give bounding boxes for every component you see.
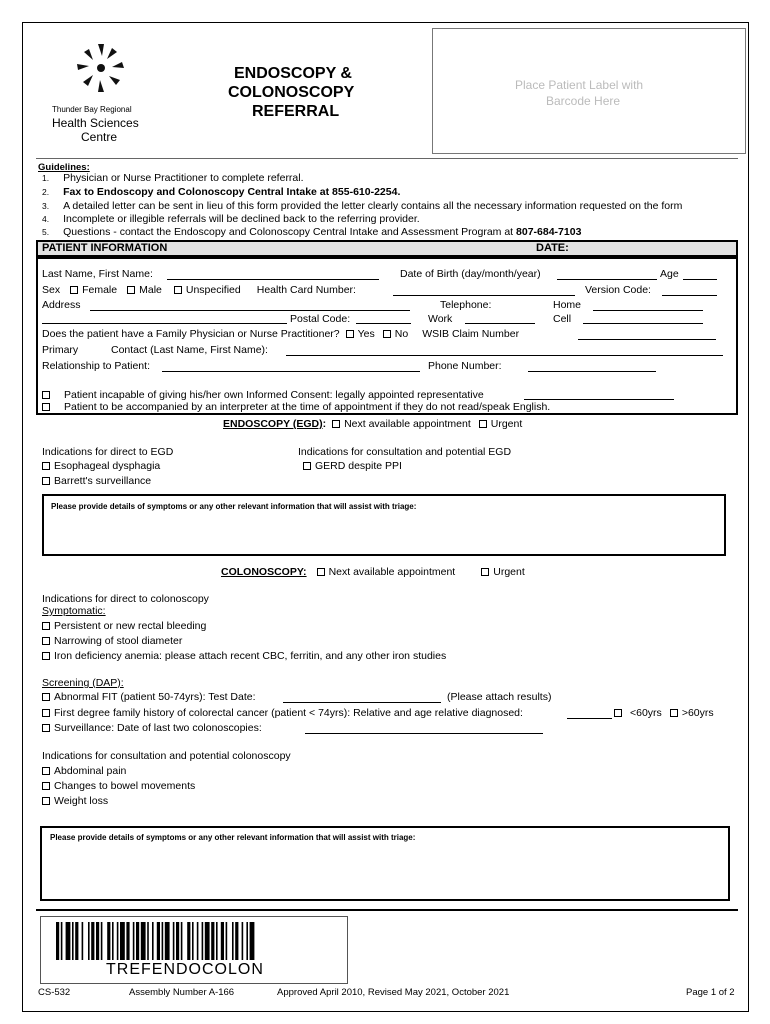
fit-row bbox=[42, 691, 256, 703]
fit-label: Abnormal FIT (patient 50-74yrs): Test Date: bbox=[54, 691, 256, 703]
egd-details-label: Please provide details of symptoms or any other relevant information that will assist with triage: bbox=[51, 502, 417, 511]
header-divider bbox=[36, 158, 738, 159]
org-name-line2: Health Sciences bbox=[52, 116, 139, 130]
egd-title: ENDOSCOPY (EGD) bbox=[223, 418, 323, 430]
abdominal-pain-checkbox[interactable] bbox=[42, 767, 50, 775]
guideline-phone: 807-684-7103 bbox=[516, 226, 582, 238]
surveillance-row bbox=[42, 722, 262, 734]
age-options bbox=[614, 707, 714, 719]
org-name-line1: Thunder Bay Regional bbox=[52, 105, 132, 114]
family-physician-question: Does the patient have a Family Physician or Nurse Practitioner? bbox=[42, 328, 340, 340]
symptomatic-heading: Symptomatic: bbox=[42, 605, 106, 617]
guideline-number: 3. bbox=[42, 201, 50, 211]
interpreter-checkbox[interactable] bbox=[42, 403, 50, 411]
wsib-field[interactable] bbox=[578, 339, 716, 340]
no-label: No bbox=[394, 328, 409, 340]
colon-direct-heading: Indications for direct to colonoscopy bbox=[42, 593, 209, 605]
barretts-checkbox[interactable] bbox=[42, 477, 50, 485]
sex-label: Sex bbox=[42, 284, 61, 296]
colon-next-available-label: Next available appointment bbox=[328, 566, 456, 578]
page-number: Page 1 of 2 bbox=[686, 987, 735, 998]
barcode-text: TREFENDOCOLON bbox=[106, 961, 264, 978]
bowel-changes-label: Changes to bowel movements bbox=[54, 780, 196, 792]
egd-direct-item bbox=[42, 475, 151, 487]
guideline-text: Physician or Nurse Practitioner to complete referral. bbox=[63, 172, 304, 184]
male-checkbox[interactable] bbox=[127, 286, 135, 294]
egd-urgent-checkbox[interactable] bbox=[479, 420, 487, 428]
fit-checkbox[interactable] bbox=[42, 693, 50, 701]
guideline-5 bbox=[42, 226, 581, 238]
guideline-number: 2. bbox=[42, 187, 50, 197]
consent-field[interactable] bbox=[524, 399, 674, 400]
lt60-checkbox[interactable] bbox=[614, 709, 622, 717]
male-label: Male bbox=[139, 284, 162, 296]
female-label: Female bbox=[82, 284, 118, 296]
colon-consult-heading: Indications for consultation and potential colonoscopy bbox=[42, 750, 291, 762]
colon-urgent-checkbox[interactable] bbox=[481, 568, 489, 576]
home-phone-field[interactable] bbox=[593, 310, 703, 311]
cell-phone-field[interactable] bbox=[583, 323, 703, 324]
colon-urgent-label: Urgent bbox=[493, 566, 525, 578]
sex-row bbox=[42, 284, 356, 296]
guideline-text: Questions - contact the Endoscopy and Colonoscopy Central Intake and Assessment Program at bbox=[63, 226, 517, 238]
form-title-line1: ENDOSCOPY & bbox=[234, 65, 352, 82]
unspecified-checkbox[interactable] bbox=[174, 286, 182, 294]
stool-diameter-checkbox[interactable] bbox=[42, 637, 50, 645]
interpreter-label: Patient to be accompanied by an interpreter at the time of appointment if they do not read/speak English. bbox=[64, 401, 551, 413]
address-field[interactable] bbox=[90, 310, 410, 311]
colonoscopy-header bbox=[221, 566, 525, 578]
relationship-label: Relationship to Patient: bbox=[42, 360, 150, 372]
screening-heading: Screening (DAP): bbox=[42, 677, 124, 689]
egd-urgent-label: Urgent bbox=[490, 418, 523, 430]
date-label: DATE: bbox=[536, 242, 569, 254]
work-label: Work bbox=[428, 313, 453, 325]
gerd-checkbox[interactable] bbox=[303, 462, 311, 470]
rectal-bleeding-label: Persistent or new rectal bleeding bbox=[54, 620, 207, 632]
home-label: Home bbox=[553, 299, 582, 311]
egd-direct-heading: Indications for direct to EGD bbox=[42, 446, 174, 458]
guideline-number: 4. bbox=[42, 214, 50, 224]
fit-attach-label: (Please attach results) bbox=[447, 691, 552, 703]
version-code-field[interactable] bbox=[662, 295, 717, 296]
org-name-line3: Centre bbox=[81, 130, 118, 144]
surveillance-checkbox[interactable] bbox=[42, 724, 50, 732]
assembly-number: Assembly Number A-166 bbox=[129, 987, 235, 998]
rectal-bleeding-checkbox[interactable] bbox=[42, 622, 50, 630]
bowel-changes-checkbox[interactable] bbox=[42, 782, 50, 790]
esophageal-dysphagia-checkbox[interactable] bbox=[42, 462, 50, 470]
address-label: Address bbox=[42, 299, 81, 311]
dob-label: Date of Birth (day/month/year) bbox=[400, 268, 541, 280]
stool-diameter-label: Narrowing of stool diameter bbox=[54, 635, 183, 647]
symptomatic-item bbox=[42, 620, 206, 632]
relationship-field[interactable] bbox=[162, 371, 420, 372]
family-history-checkbox[interactable] bbox=[42, 709, 50, 717]
weight-loss-label: Weight loss bbox=[54, 795, 109, 807]
age-field[interactable] bbox=[683, 279, 717, 280]
abdominal-pain-label: Abdominal pain bbox=[54, 765, 127, 777]
guideline-3 bbox=[42, 200, 682, 212]
guideline-1 bbox=[42, 172, 304, 184]
female-checkbox[interactable] bbox=[70, 286, 78, 294]
last-first-name-field[interactable] bbox=[167, 279, 379, 280]
surveillance-field[interactable] bbox=[305, 733, 543, 734]
dob-field[interactable] bbox=[557, 279, 657, 280]
colon-consult-item bbox=[42, 765, 126, 777]
guidelines-heading: Guidelines: bbox=[38, 162, 90, 173]
iron-anemia-checkbox[interactable] bbox=[42, 652, 50, 660]
egd-direct-item bbox=[42, 460, 160, 472]
surveillance-label: Surveillance: Date of last two colonoscopies: bbox=[54, 722, 262, 734]
colon-next-available-checkbox[interactable] bbox=[317, 568, 325, 576]
footer-divider bbox=[36, 909, 738, 911]
barretts-label: Barrett's surveillance bbox=[54, 475, 152, 487]
age-label: Age bbox=[660, 268, 679, 280]
guideline-2 bbox=[42, 186, 400, 198]
postal-code-label: Postal Code: bbox=[290, 313, 351, 325]
contact-label: Contact (Last Name, First Name): bbox=[111, 344, 268, 356]
family-history-label: First degree family history of colorectal cancer (patient < 74yrs): Relative and age relative diagnosed: bbox=[54, 707, 523, 719]
yes-checkbox[interactable] bbox=[346, 330, 354, 338]
work-phone-field[interactable] bbox=[465, 323, 535, 324]
colonoscopy-title: COLONOSCOPY: bbox=[221, 566, 307, 578]
cell-label: Cell bbox=[553, 313, 572, 325]
esophageal-dysphagia-label: Esophageal dysphagia bbox=[54, 460, 161, 472]
approved-date: Approved April 2010, Revised May 2021, October 2021 bbox=[277, 987, 510, 998]
guideline-4 bbox=[42, 213, 420, 225]
gt60-checkbox[interactable] bbox=[670, 709, 678, 717]
address-field-line2[interactable] bbox=[42, 323, 287, 324]
family-physician-row bbox=[42, 328, 519, 340]
health-card-field[interactable] bbox=[393, 295, 575, 296]
egd-header bbox=[223, 418, 522, 430]
guideline-number: 1. bbox=[42, 173, 50, 183]
consent-label: Patient incapable of giving his/her own Informed Consent: legally appointed representative bbox=[64, 389, 484, 401]
wsib-label: WSIB Claim Number bbox=[422, 328, 520, 340]
phone-number-field[interactable] bbox=[528, 371, 656, 372]
weight-loss-checkbox[interactable] bbox=[42, 797, 50, 805]
symptomatic-item bbox=[42, 635, 182, 647]
last-first-name-label: Last Name, First Name: bbox=[42, 268, 153, 280]
patient-info-title: PATIENT INFORMATION bbox=[42, 242, 168, 254]
consent-checkbox[interactable] bbox=[42, 391, 50, 399]
gt60-label: >60yrs bbox=[681, 707, 714, 719]
colon-consult-item bbox=[42, 795, 108, 807]
primary-label: Primary bbox=[42, 344, 79, 356]
phone-number-label: Phone Number: bbox=[428, 360, 502, 372]
family-history-row bbox=[42, 707, 523, 719]
form-number: CS-532 bbox=[38, 987, 71, 998]
barcode-icon bbox=[56, 922, 332, 966]
symptomatic-item bbox=[42, 650, 446, 662]
iron-anemia-label: Iron deficiency anemia: please attach recent CBC, ferritin, and any other iron studies bbox=[54, 650, 447, 662]
patient-label-text-line2: Barcode Here bbox=[546, 94, 621, 108]
egd-consult-item bbox=[303, 460, 402, 472]
egd-consult-heading: Indications for consultation and potential EGD bbox=[298, 446, 512, 458]
health-card-label: Health Card Number: bbox=[256, 284, 356, 296]
guideline-text: Incomplete or illegible referrals will be declined back to the referring provider. bbox=[63, 213, 420, 225]
egd-next-available-checkbox[interactable] bbox=[332, 420, 340, 428]
colon-consult-item bbox=[42, 780, 195, 792]
patient-label-text-line1: Place Patient Label with bbox=[515, 78, 644, 92]
egd-next-available-label: Next available appointment bbox=[344, 418, 471, 430]
unspecified-label: Unspecified bbox=[185, 284, 241, 296]
egd-colon: : bbox=[322, 418, 327, 430]
yes-label: Yes bbox=[357, 328, 375, 340]
version-code-label: Version Code: bbox=[585, 284, 651, 296]
gerd-label: GERD despite PPI bbox=[315, 460, 402, 472]
no-checkbox[interactable] bbox=[383, 330, 391, 338]
form-title-line2: COLONOSCOPY bbox=[228, 84, 355, 101]
guideline-text: A detailed letter can be sent in lieu of this form provided the letter clearly contains all the necessary information requested on the form bbox=[63, 200, 683, 212]
guideline-text: Fax to Endoscopy and Colonoscopy Central Intake at 855-610-2254. bbox=[63, 186, 401, 198]
lt60-label: <60yrs bbox=[630, 707, 662, 719]
telephone-label: Telephone: bbox=[440, 299, 492, 311]
fit-date-field[interactable] bbox=[283, 702, 441, 703]
postal-code-field[interactable] bbox=[356, 323, 411, 324]
contact-field[interactable] bbox=[286, 355, 723, 356]
family-history-field[interactable] bbox=[567, 718, 612, 719]
hospital-logo-icon bbox=[72, 40, 132, 100]
consent-row bbox=[42, 389, 484, 401]
form-title-line3: REFERRAL bbox=[252, 103, 340, 120]
guideline-number: 5. bbox=[42, 227, 50, 237]
interpreter-row bbox=[42, 401, 550, 413]
colon-details-label: Please provide details of symptoms or any other relevant information that will assist with triage: bbox=[50, 833, 416, 842]
